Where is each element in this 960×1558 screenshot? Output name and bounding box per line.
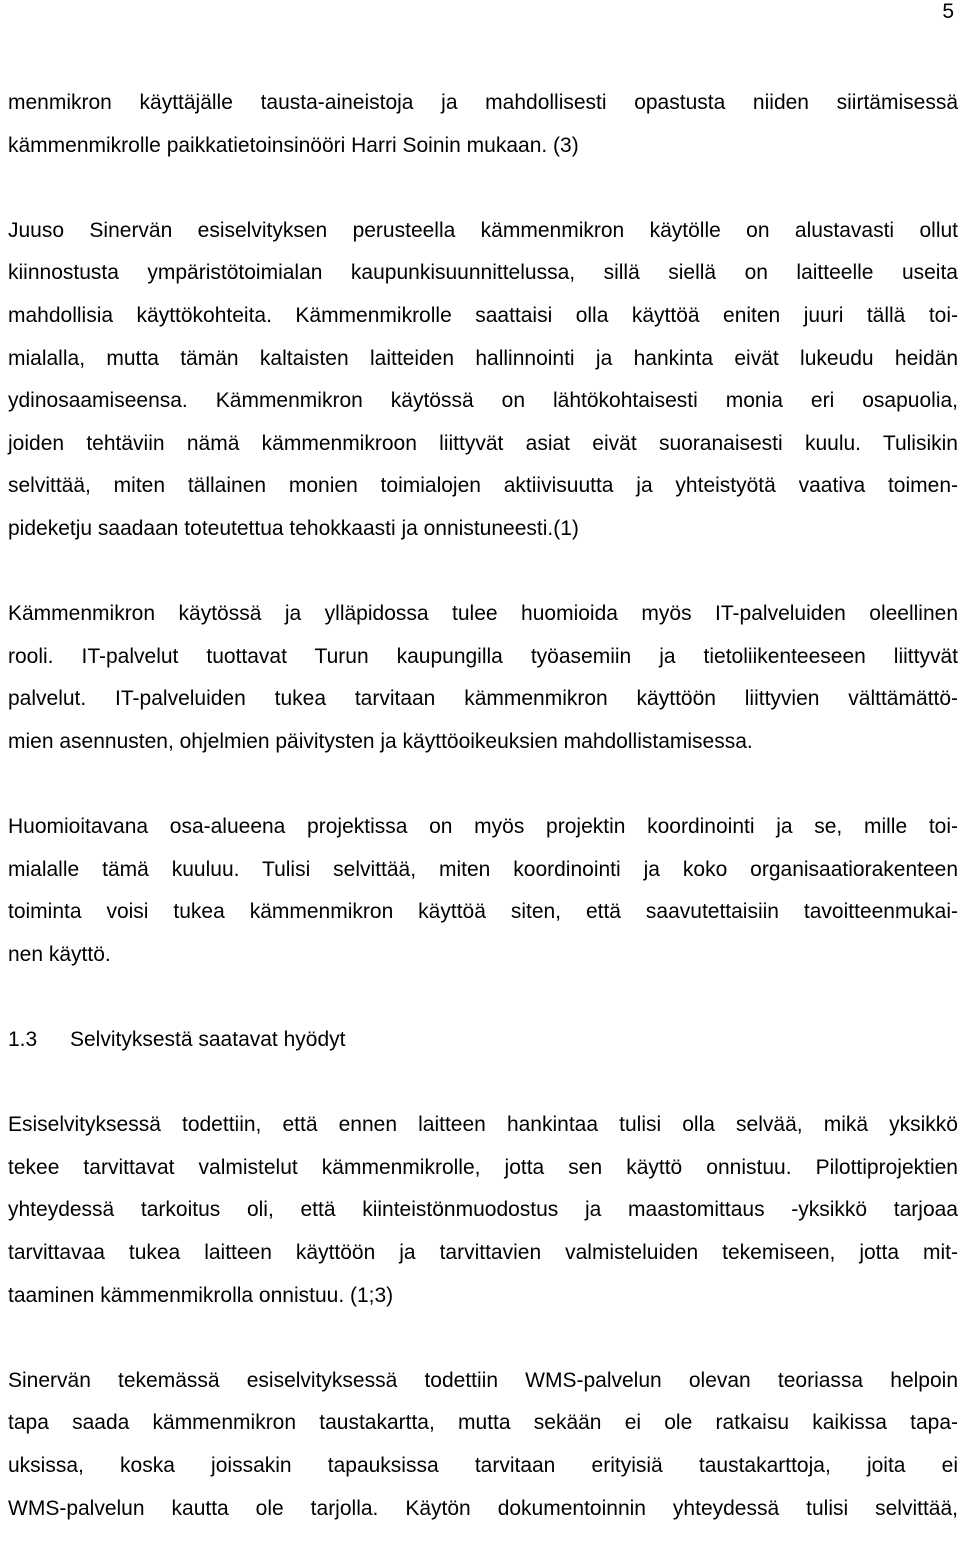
text-line: kiinnostusta ympäristötoimialan kaupunkisuunnittelussa, sillä siellä on laitteelle useita: [8, 261, 958, 285]
text-line: mahdollisia käyttökohteita. Kämmenmikrolle saattaisi olla käyttöä eniten juuri tällä toi-: [8, 303, 958, 327]
text-line: pideketju saadaan toteutettua tehokkaasti ja onnistuneesti.(1): [8, 516, 579, 540]
paragraph: [8, 82, 958, 167]
text-line: Esiselvityksessä todettiin, että ennen laitteen hankintaa tulisi olla selvää, mikä yksikkö: [8, 1113, 958, 1137]
text-line: mien asennusten, ohjelmien päivitysten ja käyttöoikeuksien mahdollistamisessa.: [8, 729, 753, 753]
document-body: [8, 82, 958, 1530]
paragraph-gap: [8, 1062, 958, 1105]
text-line: Kämmenmikron käytössä ja ylläpidossa tulee huomioida myös IT-palveluiden oleellinen: [8, 602, 958, 626]
section-heading-number: 1.3: [8, 1028, 38, 1052]
text-line: nen käyttö.: [8, 942, 111, 966]
text-line: toiminta voisi tukea kämmenmikron käyttöä siten, että saavutettaisiin tavoitteenmukai-: [8, 900, 958, 924]
section-heading-title: Selvityksestä saatavat hyödyt: [70, 1028, 346, 1052]
text-line: tapa saada kämmenmikron taustakartta, mutta sekään ei ole ratkaisu kaikissa tapa-: [8, 1411, 958, 1435]
paragraph: [8, 806, 958, 976]
page-number: 5: [942, 0, 954, 23]
text-line: kämmenmikrolle paikkatietoinsinööri Harri Soinin mukaan. (3): [8, 133, 579, 157]
paragraph-gap: [8, 167, 958, 210]
text-line: rooli. IT-palvelut tuottavat Turun kaupungilla työasemiin ja tietoliikenteeseen liittyvät: [8, 644, 958, 668]
paragraph-gap: [8, 551, 958, 594]
body-paragraphs: [8, 82, 958, 976]
paragraph: [8, 210, 958, 551]
text-line: WMS-palvelun kautta ole tarjolla. Käytön dokumentoinnin yhteydessä tulisi selvittää,: [8, 1496, 958, 1520]
text-line: menmikron käyttäjälle tausta-aineistoja ja mahdollisesti opastusta niiden siirtämisessä: [8, 91, 958, 114]
paragraph-gap: [8, 764, 958, 807]
text-line: mialalle tämä kuuluu. Tulisi selvittää, miten koordinointi ja koko organisaatiorakenteen: [8, 857, 958, 881]
paragraph: [8, 1104, 958, 1317]
text-line: uksissa, koska joissakin tapauksissa tarvitaan erityisiä taustakarttoja, joita ei: [8, 1454, 958, 1477]
text-line: palvelut. IT-palveluiden tukea tarvitaan kämmenmikron käyttöön liittyvien välttämättö-: [8, 687, 958, 711]
text-line: Huomioitavana osa-alueena projektissa on myös projektin koordinointi ja se, mille toi-: [8, 815, 958, 839]
text-line: Juuso Sinervän esiselvityksen perusteella kämmenmikron käytölle on alustavasti ollut: [8, 218, 958, 242]
paragraph: [8, 593, 958, 763]
text-line: tekee tarvittavat valmistelut kämmenmikrolle, jotta sen käyttö onnistuu. Pilottiprojektien: [8, 1155, 958, 1179]
section-paragraphs: [8, 1104, 958, 1530]
paragraph-gap: [8, 976, 958, 1019]
text-line: taaminen kämmenmikrolla onnistuu. (1;3): [8, 1283, 394, 1307]
text-line: Sinervän tekemässä esiselvityksessä todettiin WMS-palvelun olevan teoriassa helpoin: [8, 1368, 958, 1392]
paragraph: [8, 1360, 958, 1530]
paragraph-gap: [8, 1317, 958, 1360]
text-line: yhteydessä tarkoitus oli, että kiinteistönmuodostus ja maastomittaus -yksikkö tarjoaa: [8, 1198, 958, 1222]
text-line: ydinosaamiseensa. Kämmenmikron käytössä on lähtökohtaisesti monia eri osapuolia,: [8, 389, 958, 413]
text-line: tarvittavaa tukea laitteen käyttöön ja tarvittavien valmisteluiden tekemiseen, jotta mit-: [8, 1241, 958, 1265]
text-line: joiden tehtäviin nämä kämmenmikroon liittyvät asiat eivät suoranaisesti kuulu. Tulisikin: [8, 431, 958, 455]
section-heading: [8, 1019, 958, 1062]
text-line: mialalla, mutta tämän kaltaisten laitteiden hallinnointi ja hankinta eivät lukeudu heidän: [8, 346, 958, 370]
text-line: selvittää, miten tällainen monien toimialojen aktiivisuutta ja yhteistyötä vaativa toimen-: [8, 474, 958, 498]
